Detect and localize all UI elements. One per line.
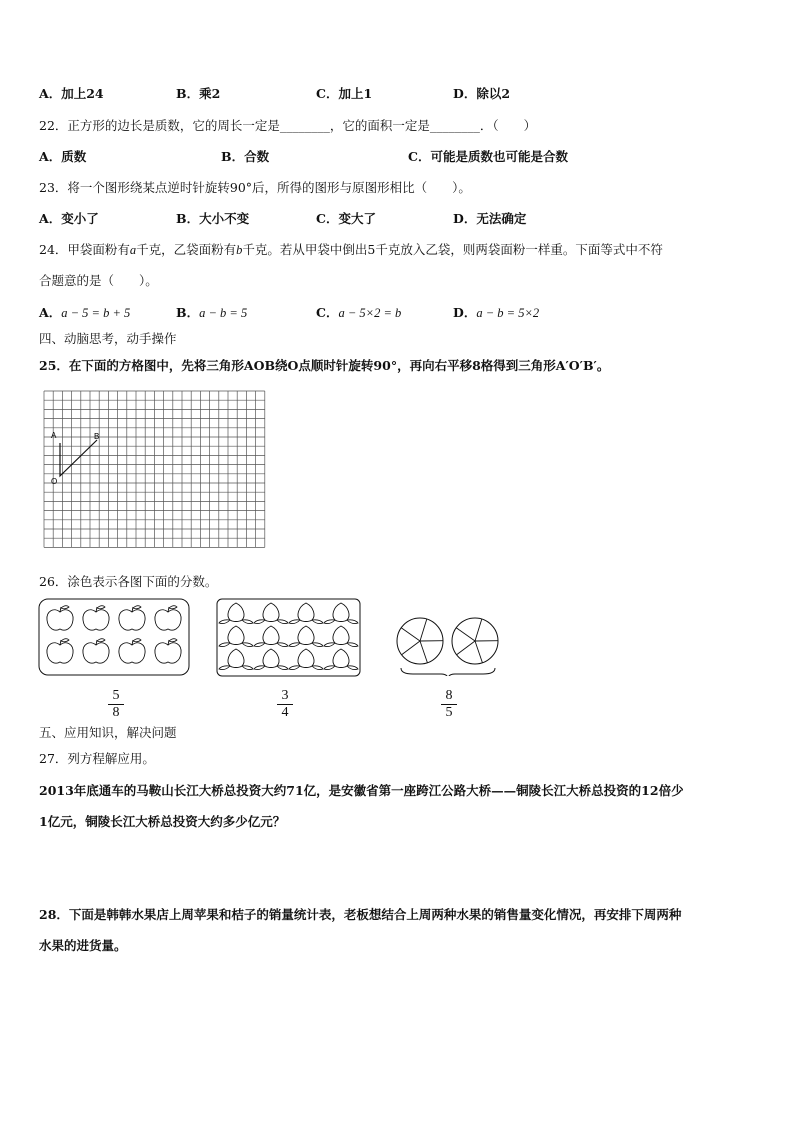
q21-option-a: A．加上24	[39, 86, 104, 101]
apple-icon	[155, 606, 181, 630]
q24-option-b	[176, 303, 247, 321]
q22-option-b: B．合数	[221, 149, 270, 164]
q27-line2: 1亿元，铜陵长江大桥总投资大约多少亿元？	[39, 814, 286, 829]
peach-box	[216, 598, 361, 677]
q24-var-a: a	[129, 243, 137, 257]
q27-line1: 2013年底通车的马鞍山长江大桥总投资大约71亿，是安徽省第一座跨江公路大桥——铜陵长江大桥总投资的12倍少	[39, 783, 684, 798]
peach-icon	[219, 649, 253, 670]
apple-icon	[47, 606, 73, 630]
q26-stem: 26．涂色表示各图下面的分数。	[39, 574, 218, 589]
q25-stem: 25．在下面的方格图中，先将三角形AOB绕O点顺时针旋转90°，再向右平移8格得到三角形A′O′B′。	[39, 358, 610, 373]
q23-option-a: A．变小了	[39, 211, 99, 226]
apple-box	[38, 598, 190, 676]
q24-var-b: b	[236, 243, 243, 257]
q21-option-b: B．乘2	[176, 86, 221, 101]
q24-option-b-label: B．	[176, 305, 200, 320]
fraction-8-5	[437, 688, 461, 721]
peach-icon	[254, 603, 288, 624]
peach-icon	[219, 603, 253, 624]
peach-icon	[254, 649, 288, 670]
fraction-3-4	[273, 688, 297, 721]
q24-stem-mid: 千克，乙袋面粉有	[136, 242, 237, 257]
q28-line2: 水果的进货量。	[39, 938, 127, 953]
q21-option-c: C．加上1	[316, 86, 373, 101]
brace	[401, 668, 495, 676]
q24-option-c	[316, 303, 401, 321]
apple-icon	[119, 606, 145, 630]
q24-stem-pre: 24．甲袋面粉有	[39, 242, 130, 257]
apples-group	[47, 606, 181, 663]
peach-icon	[254, 626, 288, 647]
apple-icon	[83, 639, 109, 663]
q24-option-b-expr: a − b = 5	[199, 306, 248, 320]
apple-icon	[83, 606, 109, 630]
label-o: O	[51, 477, 58, 486]
peach-icon	[289, 626, 323, 647]
circle-right	[452, 618, 498, 664]
q22-option-a: A．质数	[39, 149, 87, 164]
q25-grid-figure	[40, 388, 272, 550]
section-5-heading: 五、应用知识，解决问题	[39, 725, 177, 740]
fraction-5-8-num: 5	[112, 688, 120, 703]
q28-line1: 28．下面是韩韩水果店上周苹果和桔子的销量统计表，老板想结合上周两种水果的销售量变化情况，再安排下周两种	[39, 907, 682, 922]
peach-icon	[289, 649, 323, 670]
q24-stem-post: 千克。若从甲袋中倒出5千克放入乙袋，则两袋面粉一样重。下面等式中不符	[242, 242, 663, 257]
q23-option-b: B．大小不变	[176, 211, 250, 226]
q24-option-c-expr: a − 5×2 = b	[338, 306, 402, 320]
circles-figure	[393, 614, 503, 676]
fraction-5-8	[104, 688, 128, 721]
q24-stem-line2: 合题意的是（ ）。	[39, 273, 158, 288]
q22-stem: 22．正方形的边长是质数，它的周长一定是________，它的面积一定是________．（ ）	[39, 118, 537, 133]
q23-option-c: C．变大了	[316, 211, 376, 226]
label-b: B	[94, 432, 100, 441]
peach-icon	[324, 649, 358, 670]
section-4-heading: 四、动脑思考，动手操作	[39, 331, 177, 346]
apple-icon	[47, 639, 73, 663]
fraction-8-5-den: 5	[445, 705, 453, 720]
q24-stem-line1	[39, 240, 663, 258]
apple-icon	[155, 639, 181, 663]
circle-left	[397, 618, 443, 664]
q23-stem: 23．将一个图形绕某点逆时针旋转90°后，所得的图形与原图形相比（ ）。	[39, 180, 471, 195]
q23-option-d: D．无法确定	[453, 211, 527, 226]
q24-option-d	[453, 303, 539, 321]
peach-icon	[324, 626, 358, 647]
q27-stem: 27．列方程解应用。	[39, 751, 155, 766]
q24-option-d-label: D．	[453, 305, 477, 320]
q24-option-a-label: A．	[39, 305, 62, 320]
grid-lines	[44, 391, 265, 547]
q22-option-c: C．可能是质数也可能是合数	[408, 149, 568, 164]
triangle-aob	[60, 440, 97, 476]
peach-icon	[289, 603, 323, 624]
fraction-3-4-den: 4	[281, 705, 289, 720]
q24-option-d-expr: a − b = 5×2	[476, 306, 540, 320]
q21-option-d: D．除以2	[453, 86, 511, 101]
q24-option-a	[39, 303, 130, 321]
fraction-5-8-den: 8	[112, 705, 120, 720]
apple-icon	[119, 639, 145, 663]
q24-option-c-label: C．	[316, 305, 339, 320]
q24-option-a-expr: a − 5 = b + 5	[61, 306, 131, 320]
peach-icon	[219, 626, 253, 647]
fraction-3-4-num: 3	[281, 688, 289, 703]
label-a: A	[51, 431, 57, 440]
peaches-group	[219, 603, 358, 670]
peach-icon	[324, 603, 358, 624]
fraction-8-5-num: 8	[445, 688, 453, 703]
